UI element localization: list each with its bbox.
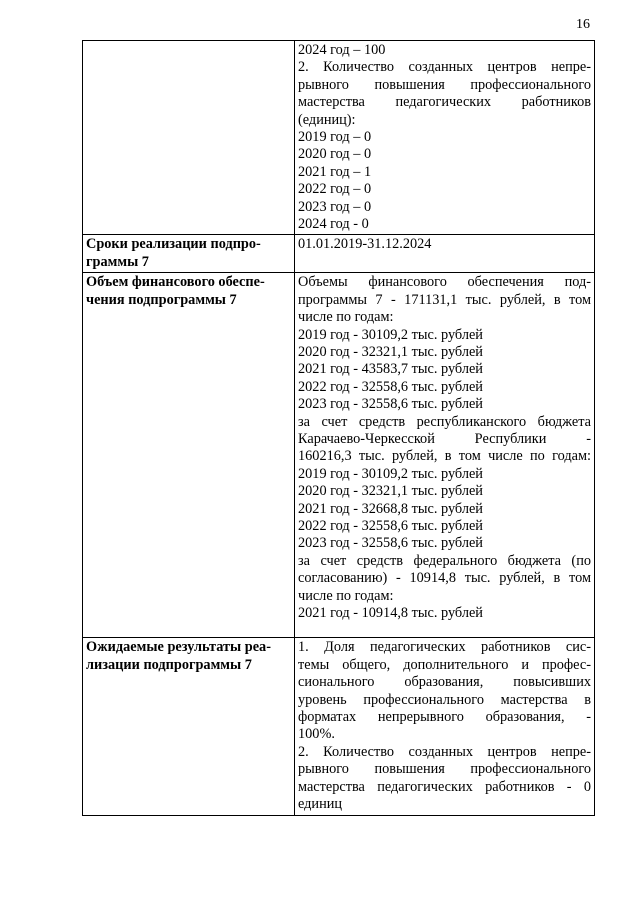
value-line: уровень профессионального мастерства в bbox=[298, 691, 591, 708]
label-line: лизации подпрограммы 7 bbox=[86, 656, 252, 673]
value-line: мастерства педагогических работников bbox=[298, 94, 591, 111]
value-line: 100%. bbox=[298, 726, 335, 743]
label-line: граммы 7 bbox=[86, 253, 149, 270]
table-row-indicators bbox=[83, 41, 595, 235]
value-line: 2020 год – 0 bbox=[298, 146, 372, 163]
value-line: числе по годам: bbox=[298, 309, 394, 326]
value-line: сионального образования, повысивших bbox=[298, 674, 591, 691]
value-line: числе по годам: bbox=[298, 587, 394, 604]
value-line: согласованию) - 10914,8 тыс. рублей, в том bbox=[298, 570, 591, 587]
value-line: 2020 год - 32321,1 тыс. рублей bbox=[298, 483, 483, 500]
value-line: Объемы финансового обеспечения под- bbox=[298, 274, 591, 291]
subprogram-passport-table bbox=[82, 40, 595, 816]
table-row-expected-results bbox=[83, 638, 595, 816]
value-line: форматах непрерывного образования, - bbox=[298, 708, 591, 725]
value-line: 2021 год - 43583,7 тыс. рублей bbox=[298, 361, 483, 378]
value-line: единиц bbox=[298, 795, 343, 812]
row-value-cell bbox=[295, 41, 595, 235]
row-value-cell bbox=[295, 273, 595, 638]
value-line: 2021 год - 32668,8 тыс. рублей bbox=[298, 500, 483, 517]
value-line: 160216,3 тыс. рублей, в том числе по годам: bbox=[298, 448, 591, 465]
value-line: программы 7 - 171131,1 тыс. рублей, в том bbox=[298, 291, 591, 308]
value-line: 2023 год - 32558,6 тыс. рублей bbox=[298, 535, 483, 552]
value-line: Карачаево-Черкесской Республики - bbox=[298, 430, 591, 447]
value-line: 2023 год - 32558,6 тыс. рублей bbox=[298, 396, 483, 413]
value-line: 01.01.2019-31.12.2024 bbox=[298, 236, 432, 253]
value-line: темы общего, дополнительного и профес- bbox=[298, 656, 591, 673]
row-value-cell bbox=[295, 235, 595, 273]
value-line: 2019 год - 30109,2 тыс. рублей bbox=[298, 465, 483, 482]
row-value-cell bbox=[295, 638, 595, 816]
value-line: мастерства педагогических работников - 0 bbox=[298, 778, 591, 795]
row-label-cell bbox=[83, 273, 295, 638]
value-line: рывного повышения профессионального bbox=[298, 761, 591, 778]
value-line: 2022 год – 0 bbox=[298, 181, 372, 198]
label-line: чения подпрограммы 7 bbox=[86, 291, 237, 308]
value-line: 2023 год – 0 bbox=[298, 198, 372, 215]
value-line: 2022 год - 32558,6 тыс. рублей bbox=[298, 517, 483, 534]
table-row-timeframe bbox=[83, 235, 595, 273]
value-line: 2020 год - 32321,1 тыс. рублей bbox=[298, 343, 483, 360]
row-label-cell bbox=[83, 235, 295, 273]
label-line: Сроки реализации подпро- bbox=[86, 236, 261, 253]
value-line: 2022 год - 32558,6 тыс. рублей bbox=[298, 378, 483, 395]
value-line: 2019 год - 30109,2 тыс. рублей bbox=[298, 326, 483, 343]
value-line: 2024 год – 100 bbox=[298, 42, 386, 58]
table-row-funding bbox=[83, 273, 595, 638]
value-line: 2021 год – 1 bbox=[298, 163, 372, 180]
label-line: Объем финансового обеспе- bbox=[86, 274, 265, 291]
page-number: 16 bbox=[576, 17, 590, 32]
value-line: рывного повышения профессионального bbox=[298, 76, 591, 93]
value-line: 1. Доля педагогических работников сис- bbox=[298, 639, 591, 656]
row-label-cell bbox=[83, 638, 295, 816]
label-line: Ожидаемые результаты реа- bbox=[86, 639, 271, 656]
value-line: 2. Количество созданных центров непре- bbox=[298, 743, 591, 760]
value-line: 2. Количество созданных центров непре- bbox=[298, 59, 591, 76]
value-line: за счет средств федерального бюджета (по bbox=[298, 552, 591, 569]
value-line: 2021 год - 10914,8 тыс. рублей bbox=[298, 605, 483, 621]
value-line: (единиц): bbox=[298, 111, 356, 128]
value-line: 2019 год – 0 bbox=[298, 129, 372, 146]
value-line: 2024 год - 0 bbox=[298, 216, 369, 233]
value-line: за счет средств республиканского бюджета bbox=[298, 413, 591, 430]
row-label-cell bbox=[83, 41, 295, 235]
